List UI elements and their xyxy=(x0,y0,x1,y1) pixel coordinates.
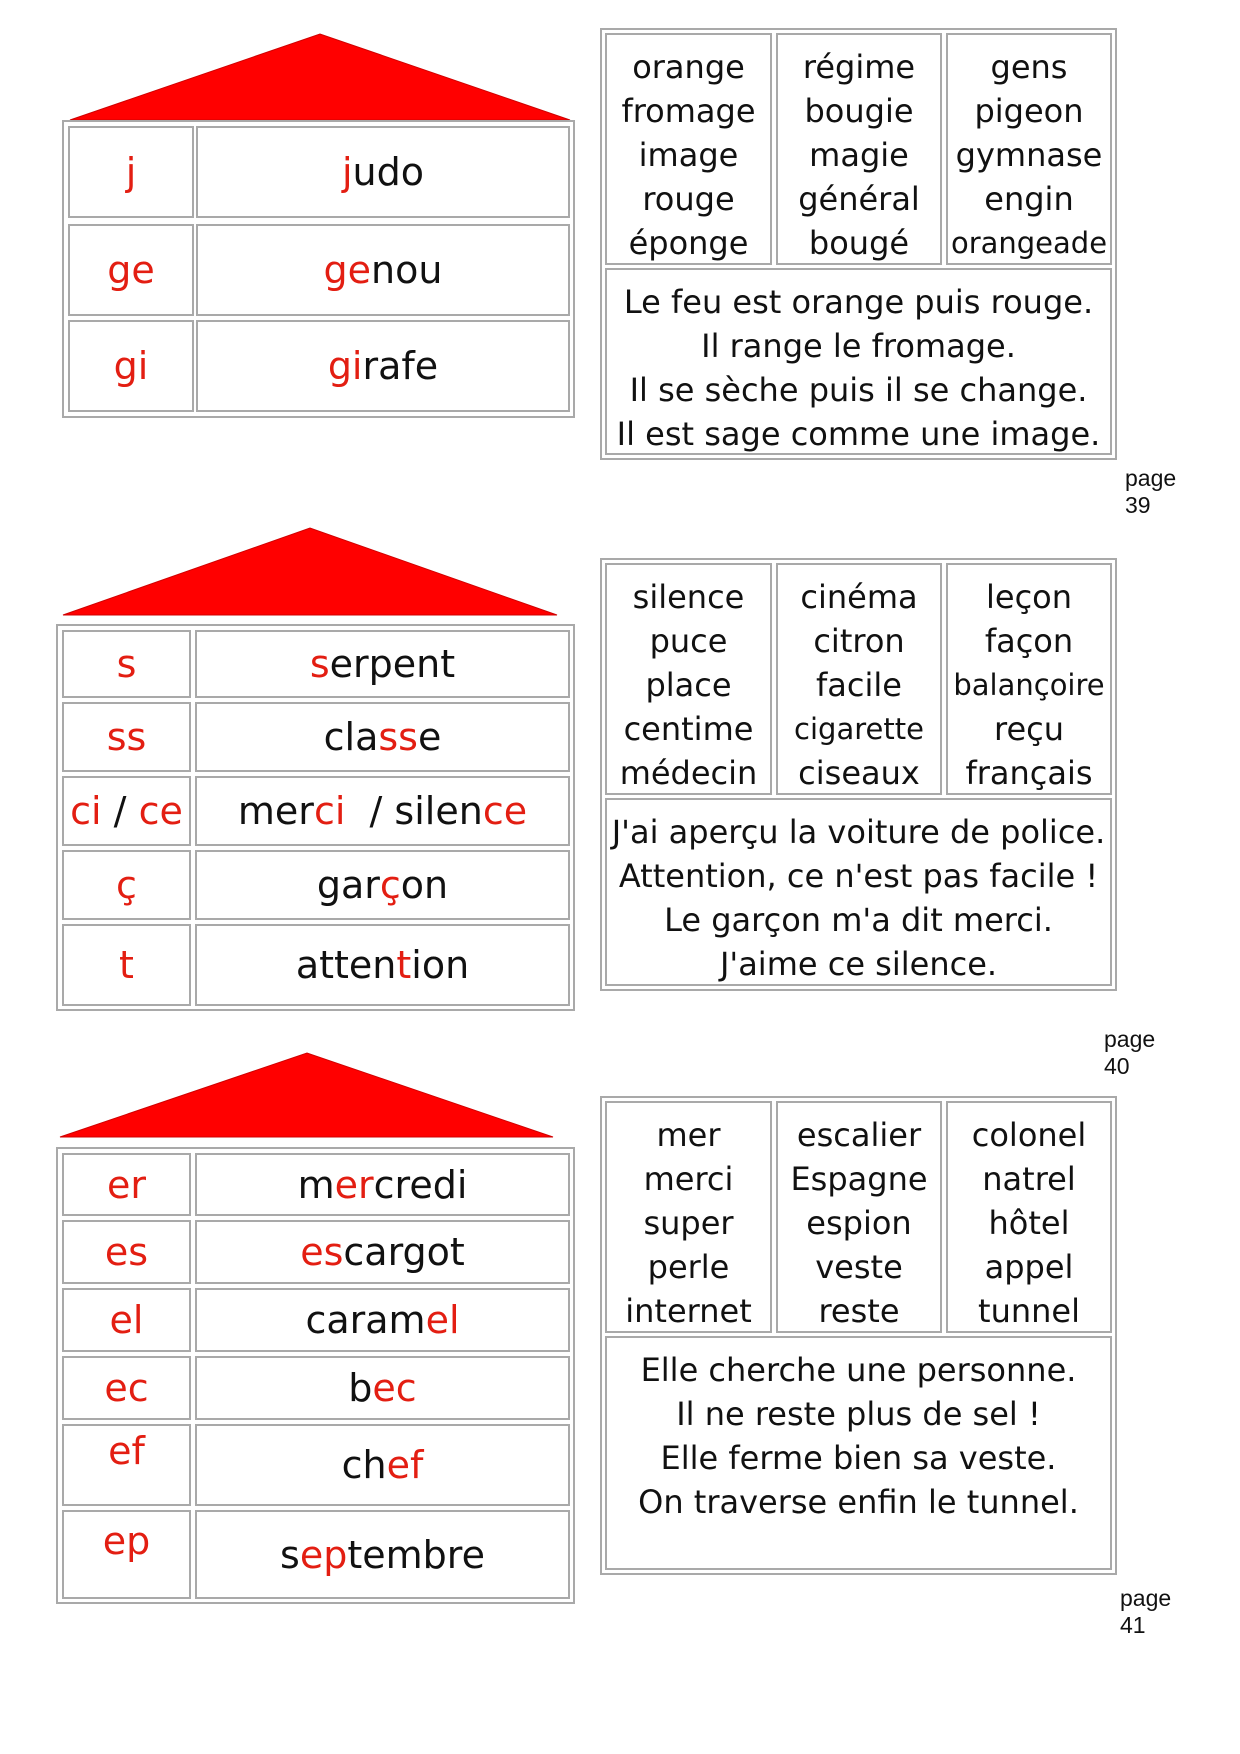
sound-cell: ge xyxy=(68,224,194,316)
sound-cell: gi xyxy=(68,320,194,412)
word-item: médecin xyxy=(619,754,758,792)
word-segment: atten xyxy=(295,943,397,987)
word-segment: cla xyxy=(323,715,379,759)
sentence-line: Il ne reste plus de sel ! xyxy=(676,1395,1041,1433)
word-segment: ss xyxy=(378,715,418,759)
sentence-line: On traverse enfin le tunnel. xyxy=(638,1483,1079,1521)
word-item: français xyxy=(965,754,1093,792)
word-item: silence xyxy=(632,578,745,616)
word-column xyxy=(776,33,942,265)
sentence-line: Le feu est orange puis rouge. xyxy=(623,283,1094,321)
sound-cell: ec xyxy=(62,1356,191,1420)
word-cell xyxy=(195,1288,570,1352)
word-segment: t xyxy=(396,943,412,987)
word-item: rouge xyxy=(642,180,735,218)
word-item: cinéma xyxy=(800,578,918,616)
word-item: appel xyxy=(984,1248,1074,1286)
sentence-line: Il se sèche puis il se change. xyxy=(629,371,1088,409)
word-cell xyxy=(196,126,570,218)
word-segment: j xyxy=(341,150,353,194)
word-cell xyxy=(195,702,570,772)
word-segment: ge xyxy=(323,248,372,292)
word-column xyxy=(946,563,1112,795)
word-cell xyxy=(195,1220,570,1284)
word-cell xyxy=(195,630,570,698)
sound-segment: ci xyxy=(70,789,102,833)
word-segment: ec xyxy=(372,1366,417,1410)
word-segment: s xyxy=(280,1532,300,1577)
word-column xyxy=(605,33,772,265)
word-segment: ç xyxy=(379,863,401,907)
sound-segment: t xyxy=(119,943,134,987)
word-item: internet xyxy=(625,1292,752,1330)
sentences-box xyxy=(605,1336,1112,1570)
sound-cell xyxy=(62,630,191,698)
word-item: orangeade xyxy=(950,226,1108,260)
word-item: reçu xyxy=(993,710,1064,748)
word-item: facile xyxy=(816,666,902,704)
sentence-line: Attention, ce n'est pas facile ! xyxy=(618,857,1099,895)
word-segment: cargot xyxy=(343,1230,465,1274)
word-segment: tembre xyxy=(347,1532,485,1577)
sound-cell xyxy=(62,702,191,772)
word-segment: ef xyxy=(386,1443,424,1487)
sound-cell: ep xyxy=(62,1510,191,1599)
word-cell xyxy=(195,850,570,920)
word-item: balançoire xyxy=(953,668,1105,702)
word-segment: / silen xyxy=(345,789,483,833)
sound-segment: ce xyxy=(138,789,183,833)
word-column xyxy=(605,563,772,795)
word-item: bougie xyxy=(804,92,914,130)
word-item: hôtel xyxy=(988,1204,1070,1242)
word-segment: on xyxy=(400,863,449,907)
page-number: page 41 xyxy=(1120,1585,1172,1638)
word-column xyxy=(946,33,1112,265)
word-item: régime xyxy=(802,48,916,86)
word-item: espion xyxy=(806,1204,912,1242)
word-segment: es xyxy=(300,1230,344,1274)
word-segment: b xyxy=(348,1366,373,1410)
word-segment: ce xyxy=(482,789,528,833)
word-item: citron xyxy=(813,622,905,660)
word-item: leçon xyxy=(985,578,1073,616)
word-segment: gi xyxy=(327,344,363,388)
word-segment: s xyxy=(309,642,330,686)
word-item: gymnase xyxy=(955,136,1103,174)
sound-segment: ss xyxy=(106,715,147,759)
word-cell xyxy=(195,1356,570,1420)
word-item: perle xyxy=(647,1248,730,1286)
word-item: pigeon xyxy=(974,92,1084,130)
page-number: page 40 xyxy=(1104,1026,1156,1079)
word-item: place xyxy=(645,666,732,704)
sentence-line: J'ai aperçu la voiture de police. xyxy=(611,813,1106,851)
word-item: magie xyxy=(809,136,909,174)
word-cell xyxy=(195,1153,570,1216)
sound-segment: / xyxy=(101,789,139,833)
word-cell xyxy=(196,320,570,412)
word-item: orange xyxy=(632,48,745,86)
word-item: natrel xyxy=(982,1160,1076,1198)
sentences-box xyxy=(605,268,1112,455)
word-item: centime xyxy=(623,710,754,748)
word-segment: ch xyxy=(341,1443,387,1487)
sentence-line: Elle ferme bien sa veste. xyxy=(660,1439,1057,1477)
word-column xyxy=(776,1101,942,1333)
word-item: veste xyxy=(815,1248,903,1286)
word-column xyxy=(946,1101,1112,1333)
word-item: super xyxy=(643,1204,734,1242)
sound-cell: es xyxy=(62,1220,191,1284)
word-item: tunnel xyxy=(978,1292,1080,1330)
sound-cell: el xyxy=(62,1288,191,1352)
page-number: page 39 xyxy=(1125,465,1177,518)
word-cell xyxy=(195,924,570,1006)
sound-cell xyxy=(62,924,191,1006)
sentence-line: Il range le fromage. xyxy=(701,327,1016,365)
word-segment: ep xyxy=(299,1532,348,1577)
word-segment: mer xyxy=(237,789,314,833)
word-item: cigarette xyxy=(794,712,924,746)
word-item: fromage xyxy=(621,92,756,130)
word-segment: ci xyxy=(313,789,346,833)
word-item: bougé xyxy=(808,224,910,262)
word-segment: er xyxy=(334,1162,374,1207)
word-segment: erpent xyxy=(329,642,456,686)
word-cell xyxy=(195,1424,570,1506)
word-item: reste xyxy=(818,1292,900,1330)
word-item: escalier xyxy=(796,1116,922,1154)
sentence-line: Elle cherche une personne. xyxy=(640,1351,1077,1389)
sound-cell xyxy=(62,850,191,920)
word-item: engin xyxy=(984,180,1074,218)
word-item: mer xyxy=(656,1116,721,1154)
sound-cell xyxy=(62,776,191,846)
word-segment: udo xyxy=(352,150,425,194)
word-item: colonel xyxy=(971,1116,1087,1154)
word-column xyxy=(776,563,942,795)
word-item: général xyxy=(798,180,920,218)
sentence-line: Le garçon m'a dit merci. xyxy=(664,901,1053,939)
word-item: façon xyxy=(984,622,1074,660)
word-segment: ion xyxy=(411,943,470,987)
word-segment: el xyxy=(425,1298,460,1342)
word-cell xyxy=(196,224,570,316)
word-segment: caram xyxy=(305,1298,426,1342)
word-item: merci xyxy=(643,1160,734,1198)
sentence-line: Il est sage comme une image. xyxy=(616,415,1101,453)
word-item: gens xyxy=(990,48,1068,86)
word-segment: e xyxy=(417,715,442,759)
word-item: image xyxy=(638,136,739,174)
sound-cell: j xyxy=(68,126,194,218)
word-cell xyxy=(195,1510,570,1599)
sound-segment: ç xyxy=(116,863,137,907)
word-segment: credi xyxy=(373,1162,468,1207)
sentences-box xyxy=(605,798,1112,986)
sentence-line: J'aime ce silence. xyxy=(719,945,998,983)
word-item: éponge xyxy=(628,224,749,262)
word-item: puce xyxy=(649,622,728,660)
word-column xyxy=(605,1101,772,1333)
word-cell xyxy=(195,776,570,846)
sound-cell: ef xyxy=(62,1424,191,1506)
word-item: Espagne xyxy=(790,1160,928,1198)
sound-cell: er xyxy=(62,1153,191,1216)
word-item: ciseaux xyxy=(798,754,920,792)
sound-segment: s xyxy=(116,642,137,686)
word-segment: gar xyxy=(316,863,380,907)
word-segment: m xyxy=(297,1162,335,1207)
word-segment: rafe xyxy=(362,344,439,388)
word-segment: nou xyxy=(371,248,443,292)
